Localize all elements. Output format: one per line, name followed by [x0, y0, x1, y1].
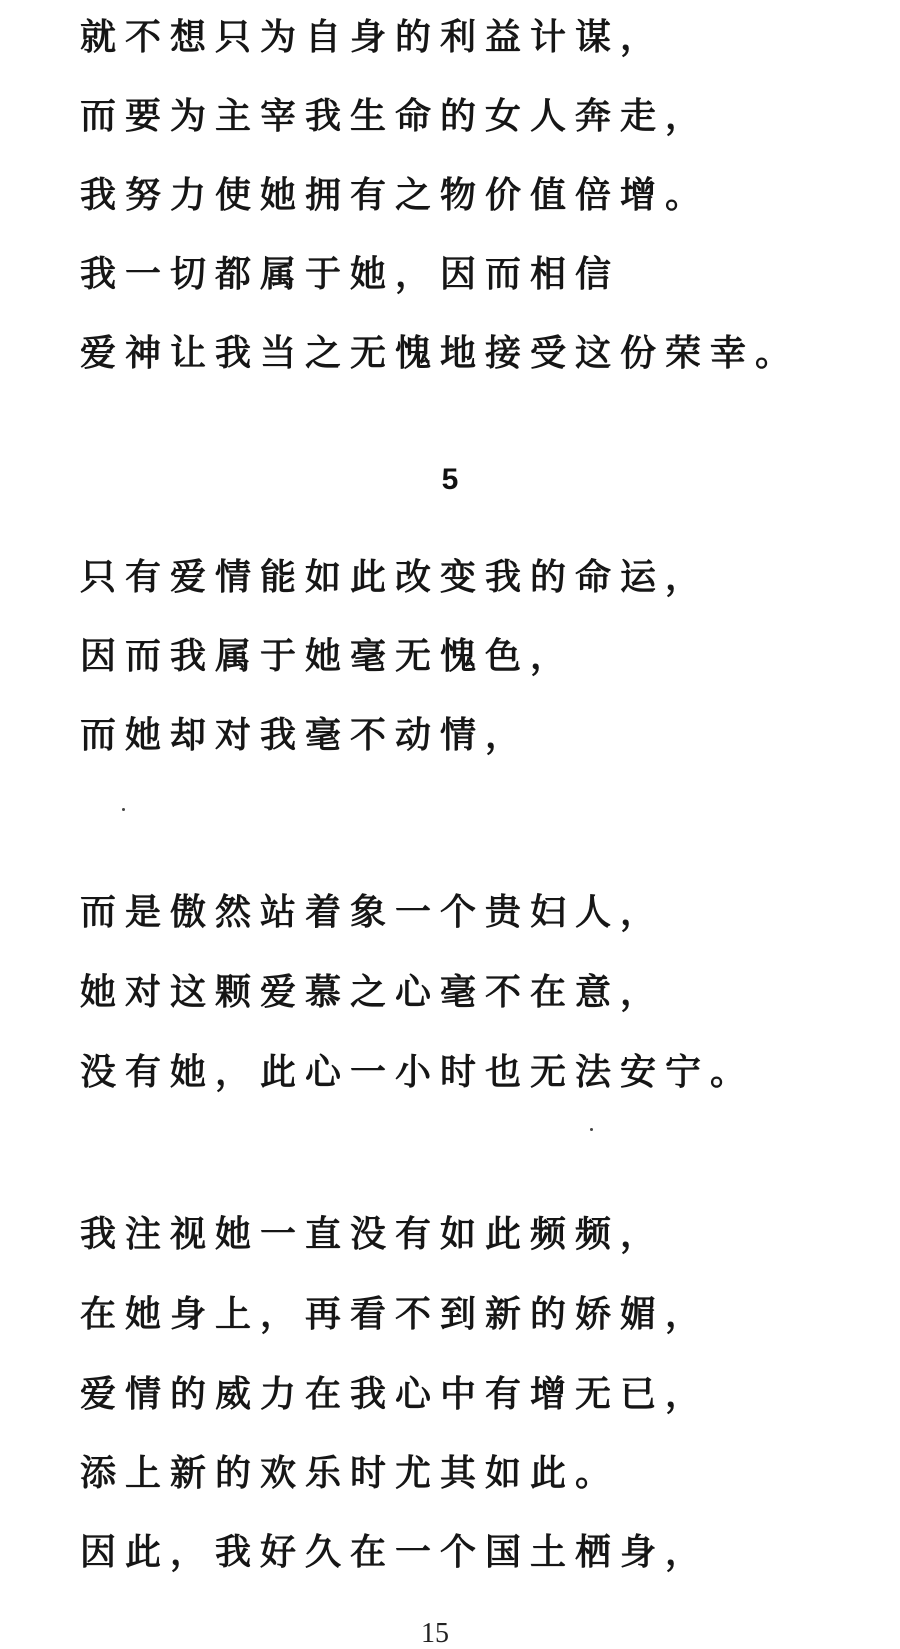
page-number: 15	[421, 1618, 449, 1649]
verse-line: 而她却对我毫不动情，	[80, 715, 531, 756]
verse-line: 就不想只为自身的利益计谋，	[80, 17, 666, 58]
section-number: 5	[441, 463, 459, 496]
verse-line: 只有爱情能如此改变我的命运，	[80, 557, 711, 598]
verse-line: 因此，我好久在一个国土栖身，	[80, 1532, 711, 1573]
verse-line: 而是傲然站着象一个贵妇人，	[80, 892, 666, 933]
verse-line: 因而我属于她毫无愧色，	[80, 636, 576, 677]
verse-line: 而要为主宰我生命的女人奔走，	[80, 96, 711, 137]
scan-speck	[122, 808, 125, 811]
scan-speck	[590, 1128, 593, 1131]
verse-line: 在她身上，再看不到新的娇媚，	[80, 1294, 711, 1335]
verse-line: 我一切都属于她，因而相信	[80, 254, 621, 295]
verse-line: 她对这颗爱慕之心毫不在意，	[80, 972, 666, 1013]
verse-line: 爱情的威力在我心中有增无已，	[80, 1374, 711, 1415]
verse-line: 爱神让我当之无愧地接受这份荣幸。	[80, 333, 801, 374]
verse-line: 没有她，此心一小时也无法安宁。	[80, 1052, 756, 1093]
verse-line: 添上新的欢乐时尤其如此。	[80, 1453, 621, 1494]
verse-line: 我努力使她拥有之物价值倍增。	[80, 175, 711, 216]
verse-line: 我注视她一直没有如此频频，	[80, 1214, 666, 1255]
